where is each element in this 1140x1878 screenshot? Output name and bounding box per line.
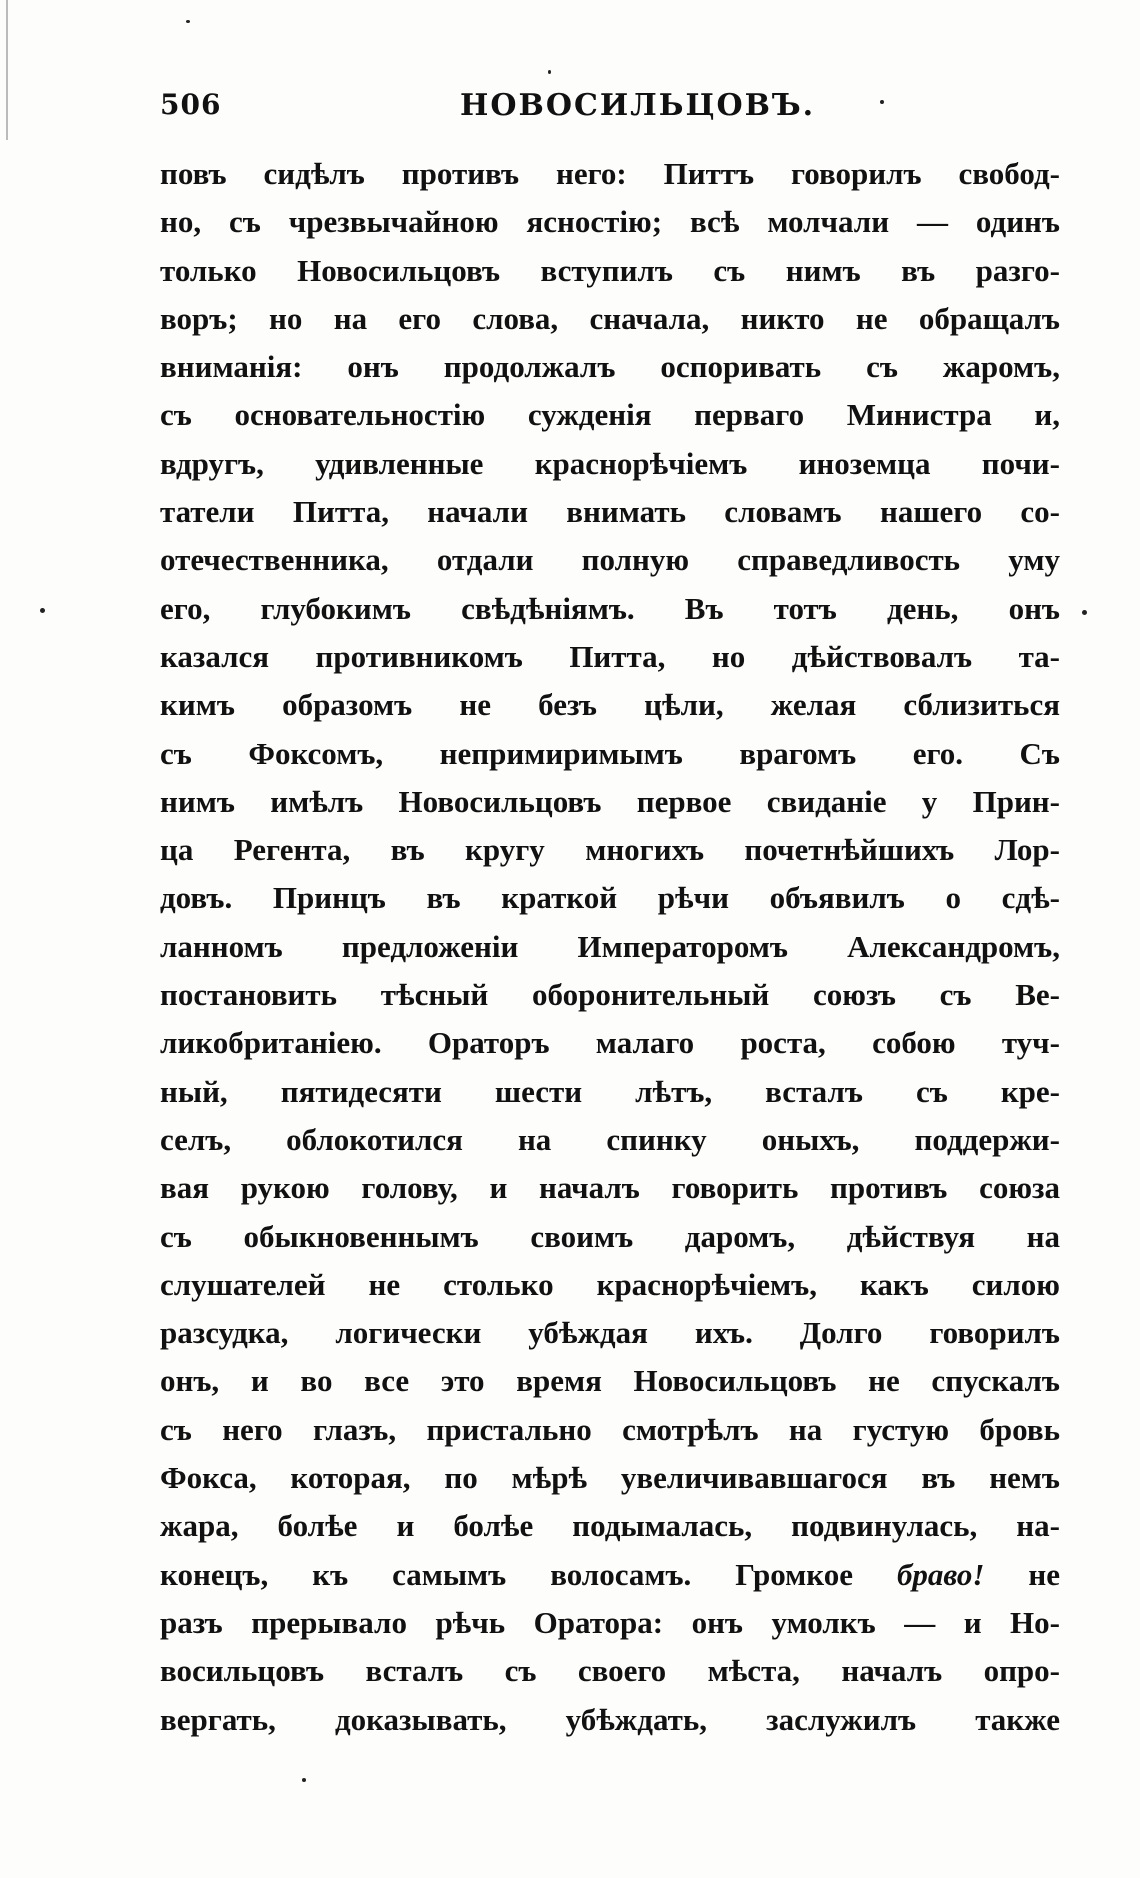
text-line: селъ, облокотился на спинку оныхъ, поддержи- [160, 1121, 1060, 1157]
text-segment: конецъ, къ самымъ волосамъ. Громкое [160, 1556, 853, 1592]
text-line: постановить тѣсный оборонительный союзъ съ Ве- [160, 977, 1060, 1013]
text-line: восильцовъ всталъ съ своего мѣста, началъ опро- [160, 1653, 1060, 1689]
text-line: слушателей не столько краснорѣчіемъ, какъ силою [160, 1266, 1060, 1302]
text-line: но, съ чрезвычайною ясностію; всѣ молчали — одинъ [160, 204, 1060, 240]
body-text [160, 150, 1060, 1744]
text-line: разсудка, логически убѣждая ихъ. Долго говорилъ [160, 1315, 1060, 1351]
text-line: кимъ образомъ не безъ цѣли, желая сблизиться [160, 687, 1060, 723]
text-line: съ него глазъ, пристально смотрѣлъ на густую бровь [160, 1411, 1060, 1447]
text-line: нимъ имѣлъ Новосильцовъ первое свиданіе у Прин- [160, 783, 1060, 819]
page-number: 506 [160, 88, 222, 121]
print-speck [880, 100, 884, 104]
text-line: татели Питта, начали внимать словамъ нашего со- [160, 494, 1060, 530]
text-line: его, глубокимъ свѣдѣніямъ. Въ тотъ день, онъ [160, 590, 1060, 626]
left-edge-mark [6, 0, 8, 140]
text-line: довъ. Принцъ въ краткой рѣчи объявилъ о сдѣ- [160, 880, 1060, 916]
text-line: вниманія: онъ продолжалъ оспоривать съ жаромъ, [160, 349, 1060, 385]
text-segment: не [1028, 1556, 1060, 1592]
text-line: вая рукою голову, и началъ говорить противъ союза [160, 1170, 1060, 1206]
text-line: ликобританіею. Ораторъ малаго роста, собою туч- [160, 1025, 1060, 1061]
print-speck [186, 20, 190, 23]
running-head: НОВОСИЛЬЦОВЪ. [460, 88, 816, 123]
text-line-with-emphasis [160, 1551, 1060, 1599]
text-line: съ Фоксомъ, непримиримымъ врагомъ его. Съ [160, 735, 1060, 771]
text-line: ца Регента, въ кругу многихъ почетнѣйшихъ Лор- [160, 832, 1060, 868]
print-speck [548, 70, 551, 74]
text-line: повъ сидѣлъ противъ него: Питтъ говорилъ свобод- [160, 156, 1060, 191]
print-speck [40, 608, 45, 613]
text-line: ный, пятидесяти шести лѣтъ, всталъ съ кре- [160, 1073, 1060, 1109]
text-line: ланномъ предложеніи Императоромъ Александромъ, [160, 928, 1060, 964]
text-line: Фокса, которая, по мѣрѣ увеличивавшагося въ немъ [160, 1460, 1060, 1496]
text-line: онъ, и во все это время Новосильцовъ не спускалъ [160, 1363, 1060, 1399]
print-speck [1082, 610, 1087, 615]
text-line: съ основательностію сужденія перваго Министра и, [160, 397, 1060, 433]
text-line: разъ прерывало рѣчь Оратора: онъ умолкъ — и Но- [160, 1604, 1060, 1640]
emphasis-bravo: браво! [896, 1556, 985, 1592]
text-line: жара, болѣе и болѣе подымалась, подвинулась, на- [160, 1508, 1060, 1544]
text-line: воръ; но на его слова, сначала, никто не обращалъ [160, 300, 1060, 336]
text-line: только Новосильцовъ вступилъ съ нимъ въ разго- [160, 252, 1060, 288]
text-line: казался противникомъ Питта, но дѣйствовалъ та- [160, 638, 1060, 674]
text-line: отечественника, отдали полную справедливость уму [160, 542, 1060, 578]
text-line: вергать, доказывать, убѣждать, заслужилъ также [160, 1701, 1060, 1737]
page-header [160, 88, 1060, 132]
text-line: съ обыкновеннымъ своимъ даромъ, дѣйствуя на [160, 1218, 1060, 1254]
print-speck [302, 1778, 306, 1782]
text-line: вдругъ, удивленные краснорѣчіемъ иноземца почи- [160, 445, 1060, 481]
